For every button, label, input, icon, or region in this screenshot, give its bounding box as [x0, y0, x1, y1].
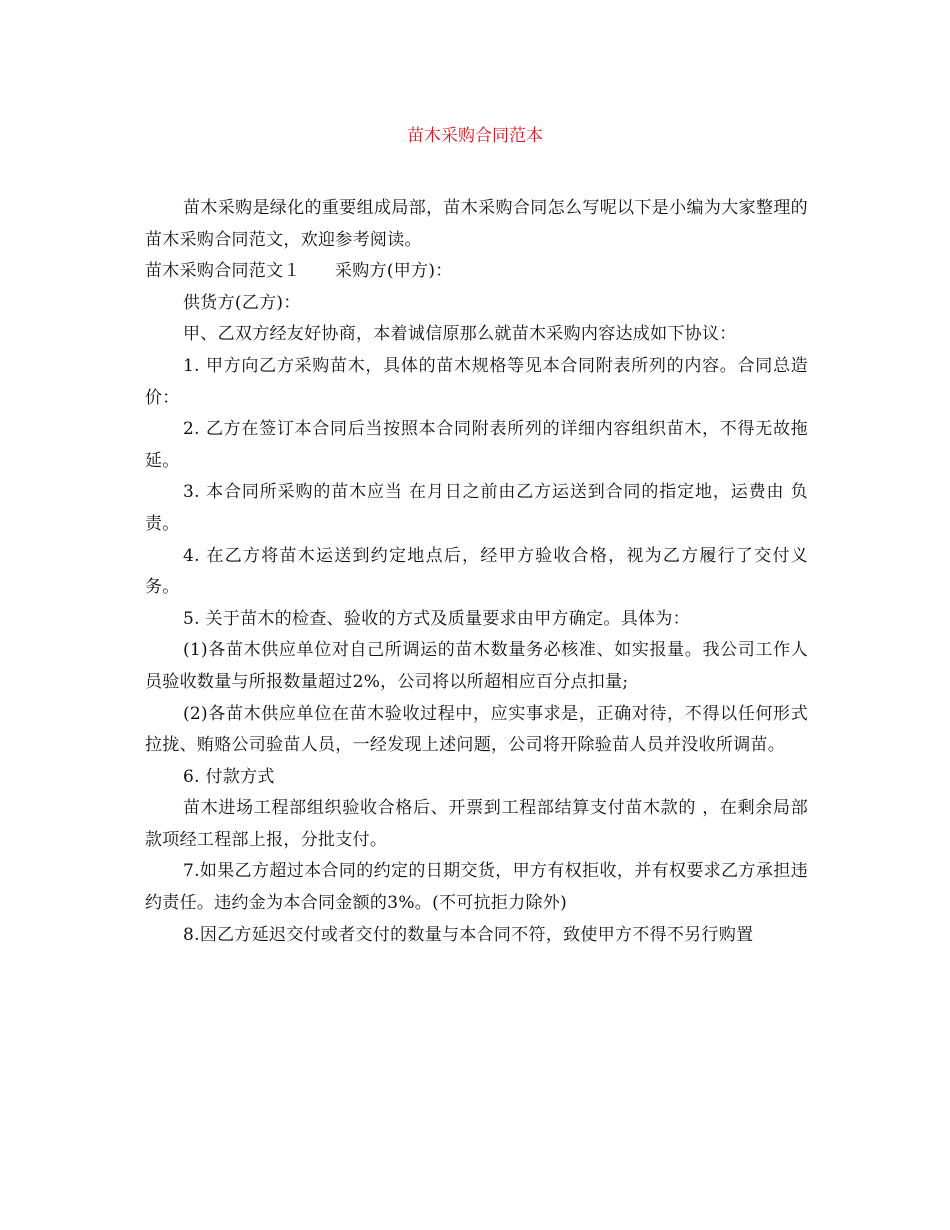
paragraph: (2)各苗木供应单位在苗木验收过程中，应实事求是，正确对待，不得以任何形式拉拢、贿赂公司验苗人员，一经发现上述问题，公司将开除验苗人员并没收所调苗。 [145, 703, 808, 756]
paragraph: 甲、乙双方经友好协商，本着诚信原那么就苗木采购内容达成如下协议： [183, 324, 737, 345]
paragraph: 8.因乙方延迟交付或者交付的数量与本合同不符，致使甲方不得不另行购置 [183, 924, 754, 945]
document-title: 苗木采购合同范本 [407, 126, 543, 146]
paragraph: 5. 关于苗木的检查、验收的方式及质量要求由甲方确定。具体为： [183, 608, 690, 629]
paragraph: 苗木采购合同范文１ 采购方(甲方)： [145, 261, 453, 282]
paragraph: 2. 乙方在签订本合同后当按照本合同附表所列的详细内容组织苗木，不得无故拖延。 [145, 419, 808, 471]
paragraph: 苗木采购是绿化的重要组成局部，苗木采购合同怎么写呢以下是小编为大家整理的苗木采购合同范文，欢迎参考阅读。 [145, 198, 808, 250]
paragraph: 苗木进场工程部组织验收合格后、开票到工程部结算支付苗木款的 ，在剩余局部款项经工程部上报，分批支付。 [145, 798, 808, 850]
paragraph: 1. 甲方向乙方采购苗木，具体的苗木规格等见本合同附表所列的内容。合同总造价： [145, 355, 808, 408]
paragraph: 6. 付款方式 [183, 766, 275, 787]
paragraph: 3. 本合同所采购的苗木应当 在月日之前由乙方运送到合同的指定地，运费由 负责。 [145, 482, 808, 534]
paragraph: 4. 在乙方将苗木运送到约定地点后，经甲方验收合格，视为乙方履行了交付义务。 [145, 545, 808, 598]
document-body [145, 193, 808, 951]
paragraph: 7.如果乙方超过本合同的约定的日期交货，甲方有权拒收，并有权要求乙方承担违约责任。违约金为本合同金额的3%。(不可抗拒力除外) [145, 861, 808, 914]
paragraph: 供货方(乙方)： [183, 292, 301, 313]
paragraph: (1)各苗木供应单位对自己所调运的苗木数量务必核准、如实报量。我公司工作人员验收数量与所报数量超过2%，公司将以所超相应百分点扣量; [145, 640, 808, 692]
